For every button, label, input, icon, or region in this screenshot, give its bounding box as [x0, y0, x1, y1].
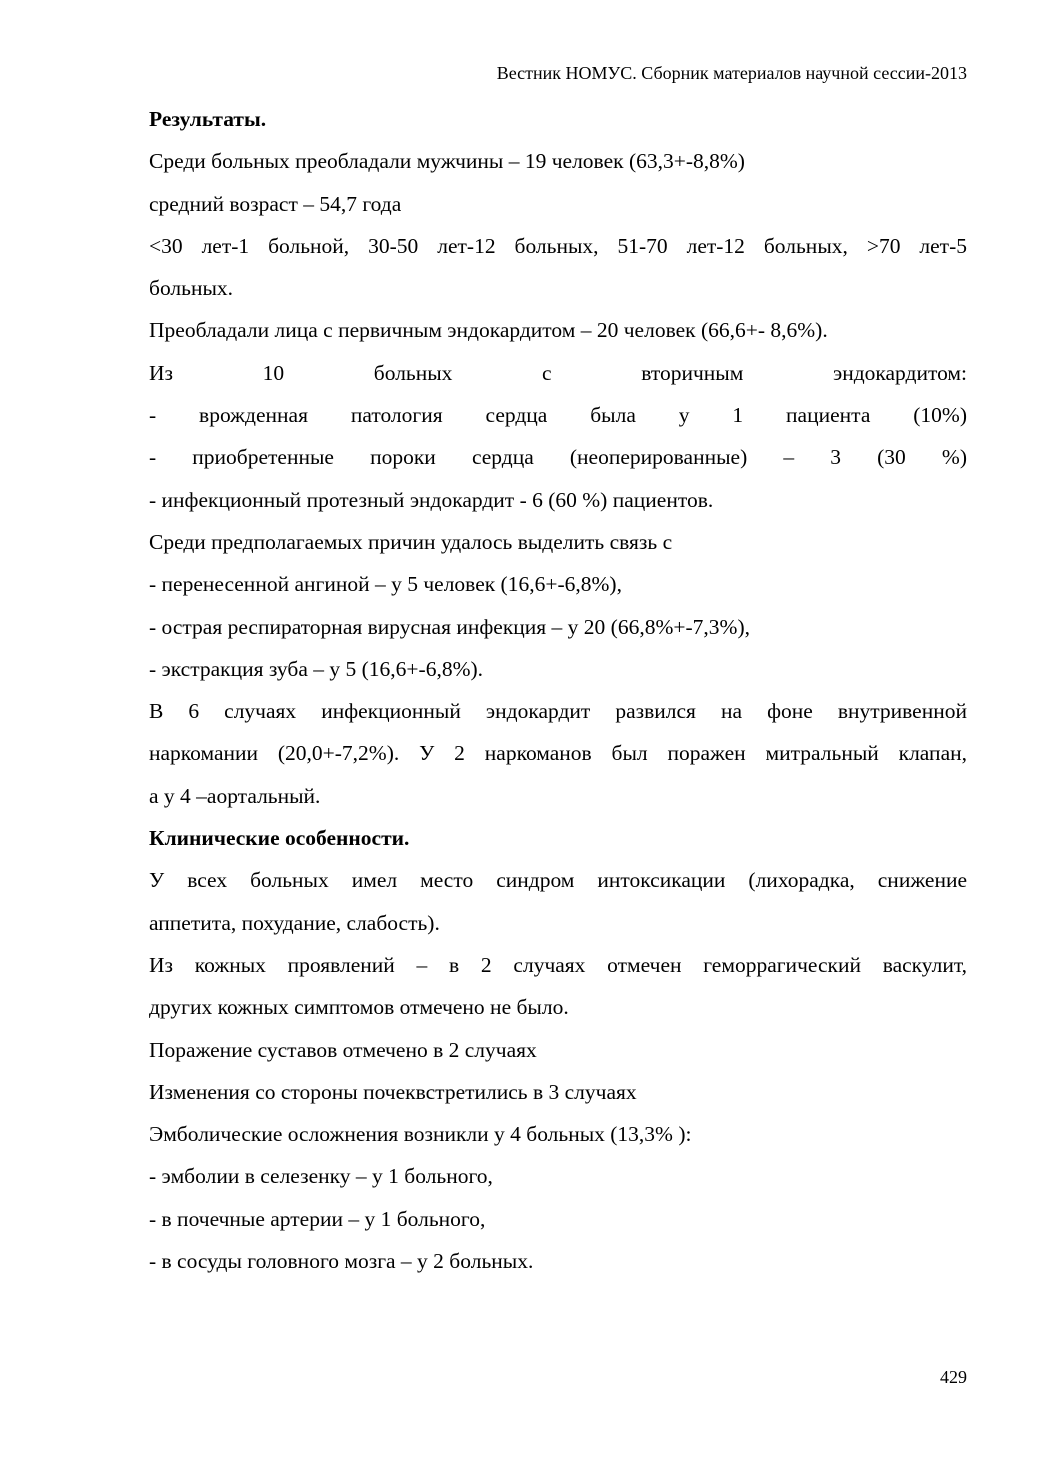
paragraph-line: Среди предполагаемых причин удалось выделить связь с: [149, 529, 673, 554]
paragraph-line: Из 10 больных с вторичным эндокардитом:: [149, 360, 967, 385]
list-item: - в сосуды головного мозга – у 2 больных.: [149, 1249, 534, 1274]
paragraph-line: а у 4 –аортальный.: [149, 783, 321, 808]
paragraph-line: средний возраст – 54,7 года: [149, 191, 402, 216]
list-item: - острая респираторная вирусная инфекция – у 20 (66,8%+-7,3%),: [149, 614, 750, 639]
section-heading-results: Результаты.: [149, 107, 267, 131]
list-item: - экстракция зуба – у 5 (16,6+-6,8%).: [149, 656, 484, 681]
list-item: - в почечные артерии – у 1 больного,: [149, 1206, 486, 1231]
page-number: 429: [940, 1367, 967, 1387]
paragraph-line: Изменения со стороны почеквстретились в 3 случаях: [149, 1079, 637, 1104]
paragraph-line: У всех больных имел место синдром интоксикации (лихорадка, снижение: [149, 868, 967, 893]
paragraph-line: Эмболические осложнения возникли у 4 больных (13,3% ):: [149, 1122, 692, 1147]
list-item: - врожденная патология сердца была у 1 пациента (10%): [149, 403, 967, 428]
list-item: - перенесенной ангиной – у 5 человек (16,6+-6,8%),: [149, 572, 622, 597]
paragraph-line: <30 лет-1 больной, 30-50 лет-12 больных, 51-70 лет-12 больных, >70 лет-5: [149, 233, 967, 258]
list-item: - приобретенные пороки сердца (неоперированные) – 3 (30 %): [149, 445, 967, 470]
paragraph-line: аппетита, похудание, слабость).: [149, 910, 440, 935]
paragraph-line: Преобладали лица с первичным эндокардитом – 20 человек (66,6+- 8,6%).: [149, 318, 828, 343]
paragraph-line: других кожных симптомов отмечено не было.: [149, 995, 569, 1020]
paragraph-line: больных.: [149, 276, 234, 301]
running-header: Вестник НОМУС. Сборник материалов научной сессии-2013: [496, 63, 967, 83]
document-body: [149, 98, 967, 1282]
paragraph-line: наркомании (20,0+-7,2%). У 2 наркоманов был поражен митральный клапан,: [149, 741, 967, 766]
paragraph-line: Среди больных преобладали мужчины – 19 человек (63,3+-8,8%): [149, 149, 745, 174]
paragraph-line: В 6 случаях инфекционный эндокардит развился на фоне внутривенной: [149, 699, 967, 724]
section-heading-clinical: Клинические особенности.: [149, 826, 410, 851]
paragraph-line: Из кожных проявлений – в 2 случаях отмечен геморрагический васкулит,: [149, 952, 967, 977]
paragraph-line: Поражение суставов отмечено в 2 случаях: [149, 1037, 537, 1062]
list-item: - инфекционный протезный эндокардит - 6 (60 %) пациентов.: [149, 487, 714, 512]
list-item: - эмболии в селезенку – у 1 больного,: [149, 1164, 493, 1189]
